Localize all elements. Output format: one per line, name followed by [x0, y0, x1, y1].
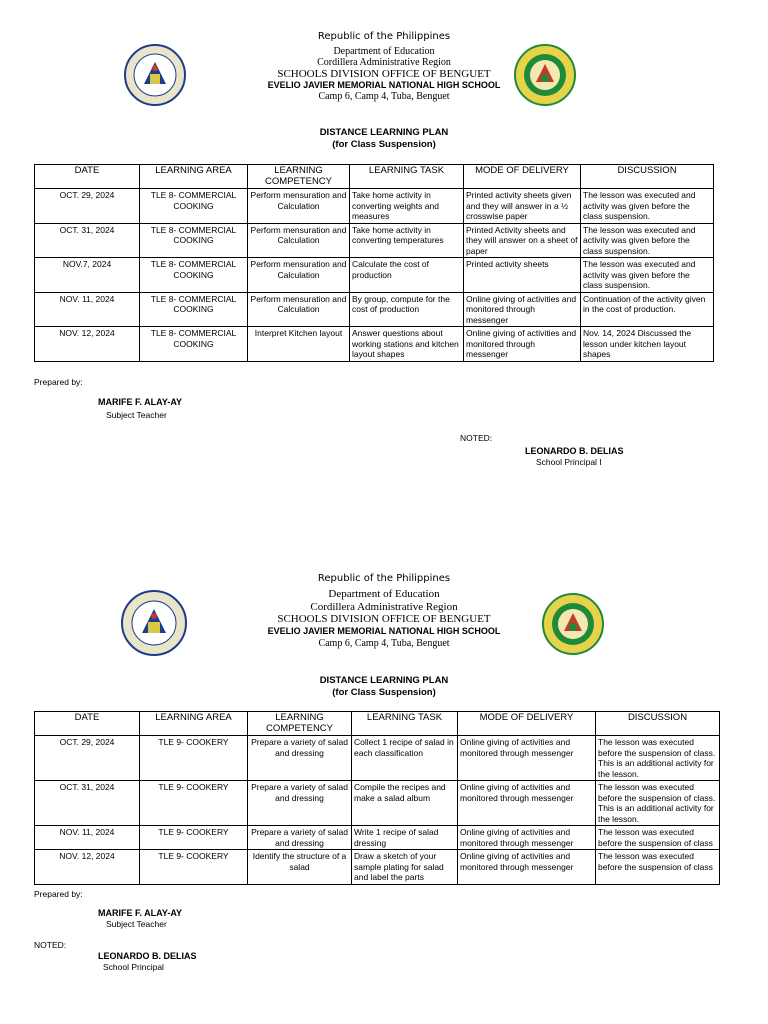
cell-competency: Interpret Kitchen layout [248, 327, 350, 362]
cell-learning-area: TLE 8- COMMERCIAL COOKING [140, 223, 248, 258]
table-row [35, 292, 714, 327]
prepared-by-label: Prepared by: [34, 377, 83, 387]
cell-date: NOV. 12, 2024 [35, 850, 140, 885]
school-seal-icon [542, 593, 604, 655]
cell-discussion: The lesson was executed before the suspension of class [596, 826, 720, 850]
cell-task: Answer questions about working stations and kitchen layout shapes [350, 327, 464, 362]
cell-learning-area: TLE 8- COMMERCIAL COOKING [140, 189, 248, 224]
cell-date: NOV. 11, 2024 [35, 826, 140, 850]
table-row [35, 258, 714, 293]
cell-learning-area: TLE 9- COOKERY [140, 736, 248, 781]
table-header-row [35, 165, 714, 189]
cell-discussion: The lesson was executed and activity was given before the class suspension. [581, 258, 714, 293]
cell-discussion: The lesson was executed before the suspension of class. This is an additional activity for the lesson. [596, 736, 720, 781]
col-learning-competency: LEARNING COMPETENCY [248, 712, 352, 736]
dept-line: Department of Education [328, 588, 440, 600]
cell-learning-area: TLE 8- COMMERCIAL COOKING [140, 292, 248, 327]
cell-competency: Prepare a variety of salad and dressing [248, 826, 352, 850]
cell-task: Take home activity in converting weights and measures [350, 189, 464, 224]
cell-date: OCT. 31, 2024 [35, 223, 140, 258]
cell-discussion: The lesson was executed and activity was given before the class suspension. [581, 223, 714, 258]
cell-date: OCT. 29, 2024 [35, 736, 140, 781]
cell-date: OCT. 31, 2024 [35, 781, 140, 826]
school-line: EVELIO JAVIER MEMORIAL NATIONAL HIGH SCHOOL [267, 80, 501, 90]
cell-discussion: The lesson was executed before the suspension of class. This is an additional activity for the lesson. [596, 781, 720, 826]
learning-plan-table [34, 711, 720, 885]
cell-date: NOV.7, 2024 [35, 258, 140, 293]
division-line: SCHOOLS DIVISION OFFICE OF BENGUET [277, 68, 491, 80]
cell-learning-area: TLE 9- COOKERY [140, 781, 248, 826]
deped-seal-icon [124, 44, 186, 106]
cell-delivery: Online giving of activities and monitored through messenger [458, 826, 596, 850]
cell-competency: Perform mensuration and Calculation [248, 258, 350, 293]
table-row [35, 850, 720, 885]
table-header-row [35, 712, 720, 736]
region-line: Cordillera Administrative Region [317, 57, 451, 68]
cell-competency: Identify the structure of a salad [248, 850, 352, 885]
col-mode-of-delivery: MODE OF DELIVERY [458, 712, 596, 736]
table-row [35, 327, 714, 362]
cell-competency: Perform mensuration and Calculation [248, 223, 350, 258]
table-row [35, 736, 720, 781]
cell-delivery: Online giving of activities and monitored through messenger [458, 781, 596, 826]
republic-line: Republic of the Philippines [317, 573, 451, 584]
table-row [35, 781, 720, 826]
cell-task: Draw a sketch of your sample plating for salad and label the parts [352, 850, 458, 885]
cell-task: Write 1 recipe of salad dressing [352, 826, 458, 850]
table-row [35, 189, 714, 224]
cell-discussion: Continuation of the activity given in the cost of production. [581, 292, 714, 327]
cell-competency: Perform mensuration and Calculation [248, 189, 350, 224]
col-mode-of-delivery: MODE OF DELIVERY [464, 165, 581, 189]
cell-delivery: Online giving of activities and monitored through messenger [464, 292, 581, 327]
cell-task: Collect 1 recipe of salad in each classification [352, 736, 458, 781]
address-line: Camp 6, Camp 4, Tuba, Benguet [318, 91, 450, 102]
cell-learning-area: TLE 9- COOKERY [140, 850, 248, 885]
cell-delivery: Printed Activity sheets and they will answer on a sheet of paper [464, 223, 581, 258]
cell-delivery: Printed activity sheets [464, 258, 581, 293]
plan-title: DISTANCE LEARNING PLAN [319, 127, 449, 138]
deped-seal-icon [121, 590, 187, 656]
principal-name: LEONARDO B. DELIAS [98, 951, 197, 961]
cell-discussion: Nov. 14, 2024 Discussed the lesson under kitchen layout shapes [581, 327, 714, 362]
col-learning-area: LEARNING AREA [140, 165, 248, 189]
col-date: DATE [35, 712, 140, 736]
teacher-name: MARIFE F. ALAY-AY [98, 397, 183, 407]
cell-learning-area: TLE 8- COMMERCIAL COOKING [140, 258, 248, 293]
division-line: SCHOOLS DIVISION OFFICE OF BENGUET [277, 613, 491, 625]
teacher-role: Subject Teacher [106, 410, 167, 420]
cell-learning-area: TLE 9- COOKERY [140, 826, 248, 850]
region-line: Cordillera Administrative Region [310, 601, 458, 613]
cell-discussion: The lesson was executed before the suspension of class [596, 850, 720, 885]
school-seal-icon [514, 44, 576, 106]
cell-discussion: The lesson was executed and activity was given before the class suspension. [581, 189, 714, 224]
col-date: DATE [35, 165, 140, 189]
teacher-role: Subject Teacher [106, 919, 167, 929]
cell-learning-area: TLE 8- COMMERCIAL COOKING [140, 327, 248, 362]
noted-label: NOTED: [460, 433, 493, 443]
cell-delivery: Printed activity sheets given and they will answer in a ½ crosswise paper [464, 189, 581, 224]
prepared-by-label: Prepared by: [34, 889, 83, 899]
cell-date: OCT. 29, 2024 [35, 189, 140, 224]
address-line: Camp 6, Camp 4, Tuba, Benguet [318, 638, 450, 649]
principal-role: School Principal [103, 962, 164, 972]
col-discussion: DISCUSSION [596, 712, 720, 736]
principal-name: LEONARDO B. DELIAS [525, 446, 624, 456]
cell-task: Compile the recipes and make a salad album [352, 781, 458, 826]
cell-delivery: Online giving of activities and monitored through messenger [458, 850, 596, 885]
principal-role: School Principal I [536, 457, 602, 467]
col-learning-task: LEARNING TASK [350, 165, 464, 189]
cell-task: Take home activity in converting temperatures [350, 223, 464, 258]
table-row [35, 826, 720, 850]
cell-delivery: Online giving of activities and monitored through messenger [464, 327, 581, 362]
cell-competency: Prepare a variety of salad and dressing [248, 736, 352, 781]
col-learning-area: LEARNING AREA [140, 712, 248, 736]
republic-line: Republic of the Philippines [317, 31, 451, 42]
cell-competency: Perform mensuration and Calculation [248, 292, 350, 327]
cell-task: Calculate the cost of production [350, 258, 464, 293]
noted-label: NOTED: [34, 940, 67, 950]
cell-delivery: Online giving of activities and monitored through messenger [458, 736, 596, 781]
plan-subtitle: (for Class Suspension) [332, 687, 436, 698]
teacher-name: MARIFE F. ALAY-AY [98, 908, 183, 918]
col-learning-competency: LEARNING COMPETENCY [248, 165, 350, 189]
cell-date: NOV. 11, 2024 [35, 292, 140, 327]
table-row [35, 223, 714, 258]
cell-task: By group, compute for the cost of production [350, 292, 464, 327]
cell-date: NOV. 12, 2024 [35, 327, 140, 362]
cell-competency: Prepare a variety of salad and dressing [248, 781, 352, 826]
plan-title: DISTANCE LEARNING PLAN [319, 675, 449, 686]
learning-plan-table [34, 164, 714, 362]
col-learning-task: LEARNING TASK [352, 712, 458, 736]
plan-subtitle: (for Class Suspension) [332, 139, 436, 150]
dept-line: Department of Education [333, 46, 435, 57]
school-line: EVELIO JAVIER MEMORIAL NATIONAL HIGH SCHOOL [267, 626, 501, 636]
col-discussion: DISCUSSION [581, 165, 714, 189]
